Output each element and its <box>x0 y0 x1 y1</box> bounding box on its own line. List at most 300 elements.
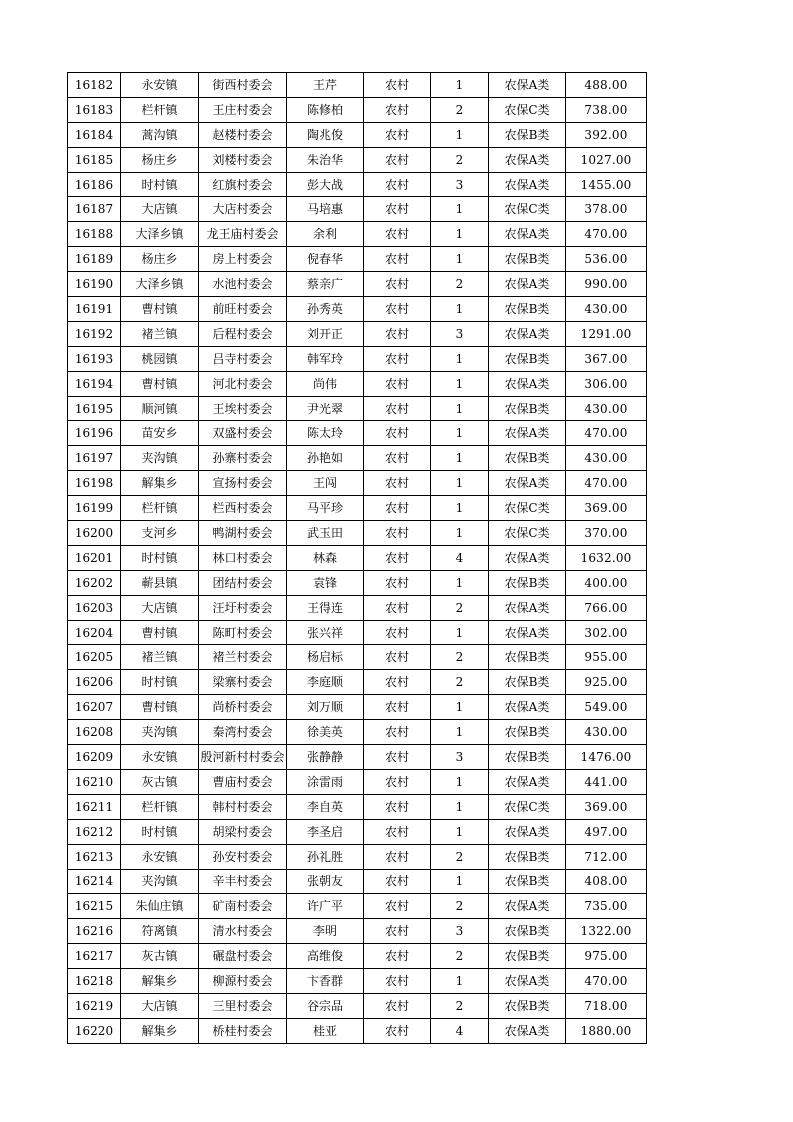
area-type-cell: 农村 <box>364 371 431 396</box>
area-type-cell: 农村 <box>364 670 431 695</box>
table-row <box>68 471 647 496</box>
person-name-cell: 尚伟 <box>287 371 364 396</box>
person-name-cell: 刘开正 <box>287 321 364 346</box>
household-count-cell: 1 <box>431 819 489 844</box>
area-type-cell: 农村 <box>364 197 431 222</box>
household-count-cell: 2 <box>431 645 489 670</box>
table-row <box>68 645 647 670</box>
record-id-cell: 16199 <box>68 496 121 521</box>
record-id-cell: 16209 <box>68 745 121 770</box>
person-name-cell: 孙秀英 <box>287 297 364 322</box>
insurance-category-cell: 农保B类 <box>489 346 566 371</box>
household-count-cell: 2 <box>431 944 489 969</box>
amount-cell: 369.00 <box>566 496 647 521</box>
amount-cell: 430.00 <box>566 446 647 471</box>
area-type-cell: 农村 <box>364 745 431 770</box>
area-type-cell: 农村 <box>364 122 431 147</box>
person-name-cell: 王闯 <box>287 471 364 496</box>
town-cell: 曹村镇 <box>121 695 199 720</box>
insurance-category-cell: 农保A类 <box>489 819 566 844</box>
village-committee-cell: 鸭湖村委会 <box>199 521 287 546</box>
insurance-category-cell: 农保C类 <box>489 794 566 819</box>
record-id-cell: 16215 <box>68 894 121 919</box>
insurance-category-cell: 农保B类 <box>489 645 566 670</box>
area-type-cell: 农村 <box>364 147 431 172</box>
town-cell: 曹村镇 <box>121 297 199 322</box>
village-committee-cell: 房上村委会 <box>199 247 287 272</box>
person-name-cell: 袁锋 <box>287 570 364 595</box>
town-cell: 褚兰镇 <box>121 645 199 670</box>
insurance-category-cell: 农保A类 <box>489 272 566 297</box>
amount-cell: 735.00 <box>566 894 647 919</box>
insurance-category-cell: 农保B类 <box>489 720 566 745</box>
area-type-cell: 农村 <box>364 919 431 944</box>
person-name-cell: 张朝友 <box>287 869 364 894</box>
household-count-cell: 1 <box>431 73 489 98</box>
town-cell: 蕲县镇 <box>121 570 199 595</box>
area-type-cell: 农村 <box>364 446 431 471</box>
village-committee-cell: 栏西村委会 <box>199 496 287 521</box>
town-cell: 大店镇 <box>121 197 199 222</box>
record-id-cell: 16201 <box>68 545 121 570</box>
area-type-cell: 农村 <box>364 521 431 546</box>
person-name-cell: 王芹 <box>287 73 364 98</box>
record-id-cell: 16196 <box>68 421 121 446</box>
table-row <box>68 496 647 521</box>
table-row <box>68 1018 647 1043</box>
household-count-cell: 1 <box>431 570 489 595</box>
insurance-category-cell: 农保A类 <box>489 595 566 620</box>
household-count-cell: 2 <box>431 272 489 297</box>
amount-cell: 302.00 <box>566 620 647 645</box>
record-id-cell: 16218 <box>68 969 121 994</box>
village-committee-cell: 清水村委会 <box>199 919 287 944</box>
town-cell: 解集乡 <box>121 471 199 496</box>
town-cell: 支河乡 <box>121 521 199 546</box>
person-name-cell: 李庭顺 <box>287 670 364 695</box>
amount-cell: 488.00 <box>566 73 647 98</box>
household-count-cell: 1 <box>431 496 489 521</box>
insurance-category-cell: 农保B类 <box>489 122 566 147</box>
amount-cell: 990.00 <box>566 272 647 297</box>
insurance-category-cell: 农保A类 <box>489 172 566 197</box>
household-count-cell: 1 <box>431 620 489 645</box>
village-committee-cell: 碾盘村委会 <box>199 944 287 969</box>
table-row <box>68 769 647 794</box>
person-name-cell: 涂雷雨 <box>287 769 364 794</box>
insurance-category-cell: 农保C类 <box>489 197 566 222</box>
amount-cell: 1322.00 <box>566 919 647 944</box>
amount-cell: 975.00 <box>566 944 647 969</box>
table-row <box>68 969 647 994</box>
village-committee-cell: 王庄村委会 <box>199 97 287 122</box>
amount-cell: 470.00 <box>566 471 647 496</box>
household-count-cell: 4 <box>431 545 489 570</box>
village-committee-cell: 三里村委会 <box>199 993 287 1018</box>
town-cell: 解集乡 <box>121 1018 199 1043</box>
village-committee-cell: 孙寨村委会 <box>199 446 287 471</box>
town-cell: 符离镇 <box>121 919 199 944</box>
table-row <box>68 172 647 197</box>
amount-cell: 497.00 <box>566 819 647 844</box>
amount-cell: 1476.00 <box>566 745 647 770</box>
area-type-cell: 农村 <box>364 769 431 794</box>
village-committee-cell: 矿南村委会 <box>199 894 287 919</box>
amount-cell: 1632.00 <box>566 545 647 570</box>
record-id-cell: 16212 <box>68 819 121 844</box>
record-id-cell: 16197 <box>68 446 121 471</box>
village-committee-cell: 柳源村委会 <box>199 969 287 994</box>
area-type-cell: 农村 <box>364 620 431 645</box>
amount-cell: 430.00 <box>566 396 647 421</box>
amount-cell: 925.00 <box>566 670 647 695</box>
person-name-cell: 许广平 <box>287 894 364 919</box>
town-cell: 大店镇 <box>121 595 199 620</box>
town-cell: 栏杆镇 <box>121 496 199 521</box>
insurance-category-cell: 农保A类 <box>489 471 566 496</box>
table-row <box>68 421 647 446</box>
area-type-cell: 农村 <box>364 645 431 670</box>
record-id-cell: 16204 <box>68 620 121 645</box>
household-count-cell: 1 <box>431 720 489 745</box>
amount-cell: 470.00 <box>566 222 647 247</box>
person-name-cell: 蔡亲广 <box>287 272 364 297</box>
person-name-cell: 朱治华 <box>287 147 364 172</box>
insurance-category-cell: 农保A类 <box>489 769 566 794</box>
amount-cell: 955.00 <box>566 645 647 670</box>
table-row <box>68 222 647 247</box>
person-name-cell: 陶兆俊 <box>287 122 364 147</box>
insurance-category-cell: 农保B类 <box>489 993 566 1018</box>
village-committee-cell: 后程村委会 <box>199 321 287 346</box>
table-row <box>68 521 647 546</box>
insurance-category-cell: 农保B类 <box>489 944 566 969</box>
record-id-cell: 16205 <box>68 645 121 670</box>
area-type-cell: 农村 <box>364 545 431 570</box>
amount-cell: 738.00 <box>566 97 647 122</box>
record-id-cell: 16200 <box>68 521 121 546</box>
household-count-cell: 1 <box>431 521 489 546</box>
area-type-cell: 农村 <box>364 222 431 247</box>
town-cell: 时村镇 <box>121 670 199 695</box>
table-row <box>68 595 647 620</box>
household-count-cell: 1 <box>431 794 489 819</box>
village-committee-cell: 王埃村委会 <box>199 396 287 421</box>
household-count-cell: 1 <box>431 869 489 894</box>
amount-cell: 1027.00 <box>566 147 647 172</box>
area-type-cell: 农村 <box>364 844 431 869</box>
person-name-cell: 余利 <box>287 222 364 247</box>
household-count-cell: 2 <box>431 147 489 172</box>
area-type-cell: 农村 <box>364 794 431 819</box>
village-committee-cell: 河北村委会 <box>199 371 287 396</box>
table-row <box>68 620 647 645</box>
household-count-cell: 1 <box>431 346 489 371</box>
area-type-cell: 农村 <box>364 993 431 1018</box>
household-count-cell: 2 <box>431 844 489 869</box>
insurance-category-cell: 农保B类 <box>489 745 566 770</box>
household-count-cell: 1 <box>431 421 489 446</box>
area-type-cell: 农村 <box>364 944 431 969</box>
table-row <box>68 894 647 919</box>
town-cell: 永安镇 <box>121 745 199 770</box>
household-count-cell: 2 <box>431 894 489 919</box>
insurance-category-cell: 农保B类 <box>489 297 566 322</box>
insurance-category-cell: 农保A类 <box>489 620 566 645</box>
record-id-cell: 16188 <box>68 222 121 247</box>
town-cell: 夹沟镇 <box>121 869 199 894</box>
insurance-category-cell: 农保A类 <box>489 371 566 396</box>
amount-cell: 1455.00 <box>566 172 647 197</box>
person-name-cell: 孙艳如 <box>287 446 364 471</box>
insurance-category-cell: 农保B类 <box>489 844 566 869</box>
area-type-cell: 农村 <box>364 595 431 620</box>
table-row <box>68 446 647 471</box>
insurance-category-cell: 农保C类 <box>489 521 566 546</box>
table-row <box>68 147 647 172</box>
village-committee-cell: 红旗村委会 <box>199 172 287 197</box>
insurance-category-cell: 农保A类 <box>489 73 566 98</box>
person-name-cell: 孙礼胜 <box>287 844 364 869</box>
insurance-category-cell: 农保C类 <box>489 496 566 521</box>
household-count-cell: 3 <box>431 172 489 197</box>
person-name-cell: 马平珍 <box>287 496 364 521</box>
person-name-cell: 武玉田 <box>287 521 364 546</box>
household-count-cell: 1 <box>431 769 489 794</box>
town-cell: 大泽乡镇 <box>121 272 199 297</box>
town-cell: 苗安乡 <box>121 421 199 446</box>
table-row <box>68 919 647 944</box>
household-count-cell: 3 <box>431 919 489 944</box>
area-type-cell: 农村 <box>364 73 431 98</box>
village-committee-cell: 辛丰村委会 <box>199 869 287 894</box>
area-type-cell: 农村 <box>364 272 431 297</box>
town-cell: 曹村镇 <box>121 620 199 645</box>
town-cell: 永安镇 <box>121 844 199 869</box>
table-row <box>68 570 647 595</box>
amount-cell: 1880.00 <box>566 1018 647 1043</box>
record-id-cell: 16220 <box>68 1018 121 1043</box>
record-id-cell: 16183 <box>68 97 121 122</box>
town-cell: 大店镇 <box>121 993 199 1018</box>
amount-cell: 306.00 <box>566 371 647 396</box>
household-count-cell: 4 <box>431 1018 489 1043</box>
record-id-cell: 16182 <box>68 73 121 98</box>
village-committee-cell: 前旺村委会 <box>199 297 287 322</box>
person-name-cell: 谷宗品 <box>287 993 364 1018</box>
village-committee-cell: 大店村委会 <box>199 197 287 222</box>
town-cell: 时村镇 <box>121 819 199 844</box>
household-count-cell: 1 <box>431 197 489 222</box>
amount-cell: 378.00 <box>566 197 647 222</box>
household-count-cell: 1 <box>431 297 489 322</box>
table-row <box>68 844 647 869</box>
amount-cell: 408.00 <box>566 869 647 894</box>
person-name-cell: 卞香群 <box>287 969 364 994</box>
village-committee-cell: 殷河新村村委会 <box>199 745 287 770</box>
insurance-category-cell: 农保B类 <box>489 396 566 421</box>
town-cell: 褚兰镇 <box>121 321 199 346</box>
record-id-cell: 16193 <box>68 346 121 371</box>
person-name-cell: 张兴祥 <box>287 620 364 645</box>
area-type-cell: 农村 <box>364 1018 431 1043</box>
amount-cell: 441.00 <box>566 769 647 794</box>
person-name-cell: 尹光翠 <box>287 396 364 421</box>
record-id-cell: 16219 <box>68 993 121 1018</box>
table-row <box>68 819 647 844</box>
insurance-category-cell: 农保A类 <box>489 969 566 994</box>
record-id-cell: 16195 <box>68 396 121 421</box>
village-committee-cell: 吕寺村委会 <box>199 346 287 371</box>
record-id-cell: 16203 <box>68 595 121 620</box>
insurance-category-cell: 农保A类 <box>489 147 566 172</box>
village-committee-cell: 汪圩村委会 <box>199 595 287 620</box>
record-id-cell: 16210 <box>68 769 121 794</box>
village-committee-cell: 宣扬村委会 <box>199 471 287 496</box>
household-count-cell: 2 <box>431 993 489 1018</box>
amount-cell: 712.00 <box>566 844 647 869</box>
area-type-cell: 农村 <box>364 869 431 894</box>
table-row <box>68 745 647 770</box>
insurance-category-cell: 农保A类 <box>489 545 566 570</box>
town-cell: 朱仙庄镇 <box>121 894 199 919</box>
insurance-category-cell: 农保B类 <box>489 869 566 894</box>
person-name-cell: 刘万顺 <box>287 695 364 720</box>
person-name-cell: 彭大战 <box>287 172 364 197</box>
amount-cell: 370.00 <box>566 521 647 546</box>
village-committee-cell: 梁寨村委会 <box>199 670 287 695</box>
table-row <box>68 695 647 720</box>
insurance-category-cell: 农保A类 <box>489 321 566 346</box>
town-cell: 桃园镇 <box>121 346 199 371</box>
amount-cell: 766.00 <box>566 595 647 620</box>
village-committee-cell: 赵楼村委会 <box>199 122 287 147</box>
town-cell: 栏杆镇 <box>121 794 199 819</box>
household-count-cell: 1 <box>431 471 489 496</box>
insurance-category-cell: 农保B类 <box>489 247 566 272</box>
insurance-category-cell: 农保A类 <box>489 1018 566 1043</box>
household-count-cell: 1 <box>431 396 489 421</box>
amount-cell: 367.00 <box>566 346 647 371</box>
table-row <box>68 297 647 322</box>
area-type-cell: 农村 <box>364 894 431 919</box>
person-name-cell: 李明 <box>287 919 364 944</box>
household-count-cell: 1 <box>431 446 489 471</box>
amount-cell: 536.00 <box>566 247 647 272</box>
record-id-cell: 16206 <box>68 670 121 695</box>
record-id-cell: 16207 <box>68 695 121 720</box>
town-cell: 夹沟镇 <box>121 446 199 471</box>
village-committee-cell: 褚兰村委会 <box>199 645 287 670</box>
household-count-cell: 1 <box>431 222 489 247</box>
subsidy-table <box>67 72 647 1044</box>
record-id-cell: 16189 <box>68 247 121 272</box>
table-row <box>68 794 647 819</box>
insurance-category-cell: 农保B类 <box>489 446 566 471</box>
person-name-cell: 桂亚 <box>287 1018 364 1043</box>
record-id-cell: 16185 <box>68 147 121 172</box>
village-committee-cell: 刘楼村委会 <box>199 147 287 172</box>
area-type-cell: 农村 <box>364 346 431 371</box>
table-row <box>68 97 647 122</box>
village-committee-cell: 团结村委会 <box>199 570 287 595</box>
village-committee-cell: 胡梁村委会 <box>199 819 287 844</box>
record-id-cell: 16208 <box>68 720 121 745</box>
table-body <box>68 73 647 1044</box>
person-name-cell: 杨启标 <box>287 645 364 670</box>
person-name-cell: 张静静 <box>287 745 364 770</box>
area-type-cell: 农村 <box>364 720 431 745</box>
village-committee-cell: 曹庙村委会 <box>199 769 287 794</box>
area-type-cell: 农村 <box>364 396 431 421</box>
area-type-cell: 农村 <box>364 471 431 496</box>
area-type-cell: 农村 <box>364 321 431 346</box>
area-type-cell: 农村 <box>364 97 431 122</box>
household-count-cell: 1 <box>431 695 489 720</box>
person-name-cell: 韩军玲 <box>287 346 364 371</box>
amount-cell: 1291.00 <box>566 321 647 346</box>
amount-cell: 549.00 <box>566 695 647 720</box>
record-id-cell: 16198 <box>68 471 121 496</box>
person-name-cell: 陈太玲 <box>287 421 364 446</box>
area-type-cell: 农村 <box>364 421 431 446</box>
table-row <box>68 321 647 346</box>
record-id-cell: 16191 <box>68 297 121 322</box>
town-cell: 解集乡 <box>121 969 199 994</box>
area-type-cell: 农村 <box>364 969 431 994</box>
town-cell: 灰古镇 <box>121 769 199 794</box>
village-committee-cell: 孙安村委会 <box>199 844 287 869</box>
household-count-cell: 1 <box>431 969 489 994</box>
village-committee-cell: 林口村委会 <box>199 545 287 570</box>
insurance-category-cell: 农保B类 <box>489 670 566 695</box>
village-committee-cell: 水池村委会 <box>199 272 287 297</box>
household-count-cell: 1 <box>431 371 489 396</box>
person-name-cell: 倪春华 <box>287 247 364 272</box>
person-name-cell: 陈修柏 <box>287 97 364 122</box>
insurance-category-cell: 农保A类 <box>489 695 566 720</box>
record-id-cell: 16186 <box>68 172 121 197</box>
table-row <box>68 197 647 222</box>
insurance-category-cell: 农保A类 <box>489 894 566 919</box>
person-name-cell: 王得连 <box>287 595 364 620</box>
table-row <box>68 346 647 371</box>
village-committee-cell: 陈町村委会 <box>199 620 287 645</box>
household-count-cell: 3 <box>431 321 489 346</box>
record-id-cell: 16184 <box>68 122 121 147</box>
insurance-category-cell: 农保B类 <box>489 570 566 595</box>
amount-cell: 392.00 <box>566 122 647 147</box>
town-cell: 时村镇 <box>121 172 199 197</box>
person-name-cell: 徐美英 <box>287 720 364 745</box>
person-name-cell: 马培惠 <box>287 197 364 222</box>
table-row <box>68 73 647 98</box>
village-committee-cell: 尚桥村委会 <box>199 695 287 720</box>
area-type-cell: 农村 <box>364 496 431 521</box>
insurance-category-cell: 农保A类 <box>489 222 566 247</box>
town-cell: 夹沟镇 <box>121 720 199 745</box>
area-type-cell: 农村 <box>364 570 431 595</box>
town-cell: 杨庄乡 <box>121 147 199 172</box>
record-id-cell: 16190 <box>68 272 121 297</box>
table-row <box>68 122 647 147</box>
person-name-cell: 李圣启 <box>287 819 364 844</box>
insurance-category-cell: 农保C类 <box>489 97 566 122</box>
household-count-cell: 2 <box>431 670 489 695</box>
town-cell: 大泽乡镇 <box>121 222 199 247</box>
record-id-cell: 16214 <box>68 869 121 894</box>
town-cell: 曹村镇 <box>121 371 199 396</box>
